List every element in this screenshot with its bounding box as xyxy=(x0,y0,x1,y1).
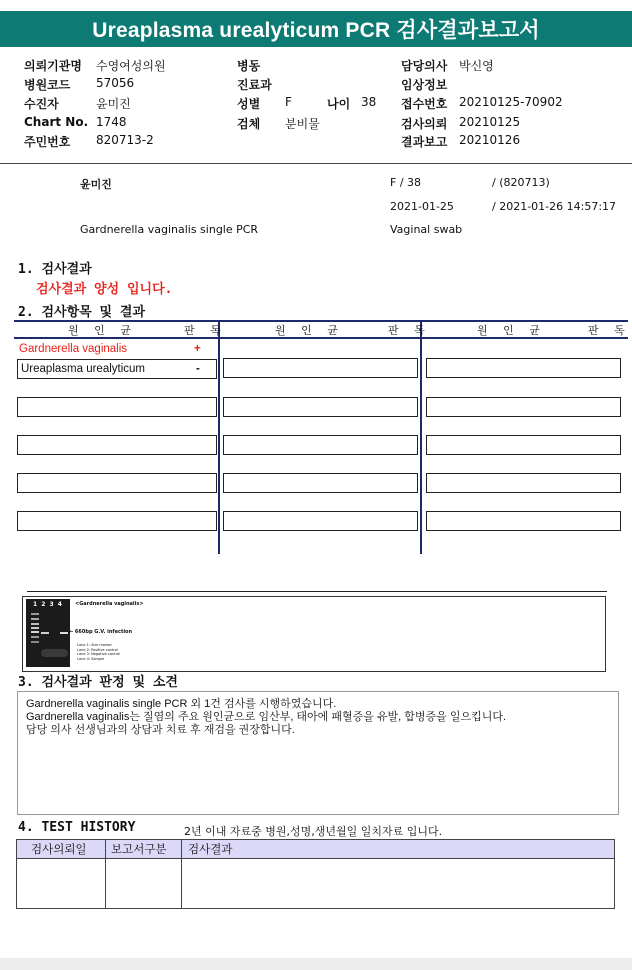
col-header-judgment-2: 판 독 xyxy=(388,324,431,337)
result-positive-text: 검사결과 양성 입니다. xyxy=(36,282,173,297)
section2-heading: 2. 검사항목 및 결과 xyxy=(18,305,146,320)
col-header-organism-1: 원 인 균 xyxy=(68,324,137,337)
gel-legend-item: Lane 3: Negative control xyxy=(77,652,121,656)
empty-cell xyxy=(17,397,217,417)
header-row-request-date: 검사의뢰 20210125 xyxy=(401,115,521,131)
col-header-organism-2: 원 인 균 xyxy=(275,324,344,337)
header-row-institution: 의뢰기관명 수영여성의원 xyxy=(24,59,166,73)
summary-patient-name: 윤미진 xyxy=(80,178,112,191)
gel-divider xyxy=(27,591,607,592)
header-row-chart-no: Chart No. 1748 xyxy=(24,115,127,129)
gel-lane-numbers: 1 2 3 4 xyxy=(33,601,63,608)
section4-heading: 4. TEST HISTORY xyxy=(18,820,136,835)
gel-band-label: ← 660bp G.V. infection xyxy=(69,629,133,635)
judgment-value: + xyxy=(194,343,201,355)
history-col-report-type: 보고서구분 xyxy=(111,842,167,856)
header-row-sex: 성별 F xyxy=(237,95,292,111)
header-row-resident-no: 주민번호 820713-2 xyxy=(24,133,154,149)
empty-cell xyxy=(426,511,621,531)
report-title: Ureaplasma urealyticum PCR 검사결과보고서 xyxy=(0,11,632,47)
empty-cell xyxy=(17,511,217,531)
result-row-gardnerella xyxy=(16,340,216,360)
ladder-band xyxy=(31,618,39,620)
header-row-doctor: 담당의사 박신영 xyxy=(401,59,494,73)
ladder-band xyxy=(31,613,39,615)
ladder-band xyxy=(31,636,39,638)
gel-legend-item: Lane 2: Positive control xyxy=(77,647,118,652)
summary-request-date: 2021-01-25 xyxy=(390,200,454,213)
header-row-report-date: 결과보고 20210126 xyxy=(401,133,521,149)
empty-cell xyxy=(223,473,418,493)
summary-birth: / (820713) xyxy=(492,176,550,189)
empty-cell xyxy=(223,358,418,378)
grid-divider-1 xyxy=(218,320,220,554)
history-col-divider xyxy=(105,840,106,908)
empty-cell xyxy=(426,473,621,493)
header-row-ward: 병동 xyxy=(237,59,261,73)
empty-cell xyxy=(426,397,621,417)
col-header-judgment-1: 판 독 xyxy=(184,324,227,337)
opinion-box xyxy=(17,691,619,815)
result-row-ureaplasma xyxy=(17,359,217,379)
ladder-band xyxy=(31,641,39,643)
history-col-result: 검사결과 xyxy=(188,842,233,856)
section1-heading: 1. 검사결과 xyxy=(18,262,92,277)
organism-name: Gardnerella vaginalis xyxy=(19,343,128,355)
history-col-divider xyxy=(181,840,182,908)
gel-image xyxy=(26,599,70,667)
empty-cell xyxy=(223,435,418,455)
history-note: 2년 이내 자료중 병원,성명,생년월일 일치자료 입니다. xyxy=(184,825,443,838)
gel-title: <Gardnerella vaginalis> xyxy=(75,601,144,607)
empty-cell xyxy=(223,511,418,531)
header-row-clinical-info: 임상정보 xyxy=(401,78,448,92)
sample-band xyxy=(60,632,68,634)
section3-heading: 3. 검사결과 판정 및 소견 xyxy=(18,675,178,690)
header-row-specimen: 검체 분비물 xyxy=(237,117,320,131)
col-header-judgment-3: 판 독 xyxy=(588,324,631,337)
gel-legend-item: Lane 1: Size marker xyxy=(77,643,112,647)
page-footer-bar xyxy=(0,958,632,970)
ladder-band xyxy=(31,627,39,629)
gel-smear xyxy=(41,649,68,657)
empty-cell xyxy=(426,358,621,378)
ladder-band xyxy=(31,623,39,625)
header-row-patient: 수진자 윤미진 xyxy=(24,97,131,111)
empty-cell xyxy=(223,397,418,417)
positive-control-band xyxy=(41,632,49,634)
header-row-receipt-no: 접수번호 20210125-70902 xyxy=(401,95,563,111)
header-row-age: 나이 38 xyxy=(327,95,377,111)
history-col-request-date: 검사의뢰일 xyxy=(31,842,87,856)
summary-report-datetime: / 2021-01-26 14:57:17 xyxy=(492,200,617,213)
header-row-department: 진료과 xyxy=(237,78,272,92)
grid-divider-2 xyxy=(420,320,422,554)
opinion-line: Gardnerella vaginalis는 질염의 주요 원인균으로 임산부, 태아에 패혈증을 유발, 합병증을 일으킵니다. xyxy=(26,711,507,723)
history-table xyxy=(16,839,615,909)
organism-name: Ureaplasma urealyticum xyxy=(21,363,145,375)
gel-figure xyxy=(22,596,606,672)
summary-test-name: Gardnerella vaginalis single PCR xyxy=(80,223,259,236)
empty-cell xyxy=(426,435,621,455)
opinion-line: 담당 의사 선생님과의 상담과 치료 후 재검을 권장합니다. xyxy=(26,724,295,736)
empty-cell xyxy=(17,435,217,455)
header-divider xyxy=(0,163,632,164)
summary-sex-age: F / 38 xyxy=(390,176,422,189)
gel-legend-item: Lane 4: Sample xyxy=(77,656,105,661)
history-table-header xyxy=(17,840,614,859)
empty-cell xyxy=(17,473,217,493)
header-row-hospital-code: 병원코드 57056 xyxy=(24,76,135,92)
gel-legend xyxy=(77,643,120,661)
opinion-line: Gardnerella vaginalis single PCR 외 1건 검사를 시행하였습니다. xyxy=(26,698,337,710)
judgment-value: - xyxy=(196,363,200,375)
summary-specimen: Vaginal swab xyxy=(390,223,463,236)
col-header-organism-3: 원 인 균 xyxy=(477,324,546,337)
ladder-band xyxy=(31,631,39,633)
